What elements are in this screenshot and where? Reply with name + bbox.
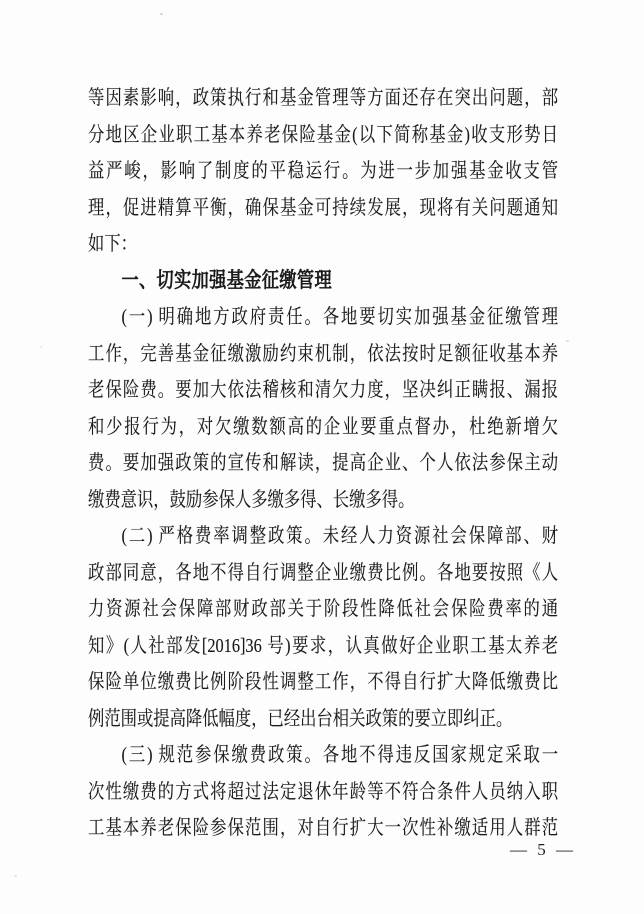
text-line: 如下： xyxy=(88,233,137,255)
text-line: 缴费意识，鼓励参保人多缴多得、长缴多得。 xyxy=(88,488,415,511)
text-line: (三) 规范参保缴费政策。各地不得违反国家规定采取一 xyxy=(121,744,559,766)
text-line: 次性缴费的方式将超过法定退休年龄等不符合条件人员纳入职 xyxy=(88,780,559,803)
text-line: 保险单位缴费比例阶段性调整工作，不得自行扩大降低缴费比 xyxy=(88,671,559,693)
text-line: 工基本养老保险参保范围，对自行扩大一次性补缴适用人群范 xyxy=(88,817,559,839)
text-line: 理，促进精算平衡，确保基金可持续发展，现将有关问题通知 xyxy=(88,196,559,219)
scan-speck xyxy=(40,346,42,348)
scan-speck xyxy=(14,875,17,877)
text-line: 益严峻，影响了制度的平稳运行。为进一步加强基金收支管 xyxy=(88,160,559,182)
text-line: 知》(人社部发[2016]36 号)要求，认真做好企业职工基太养老 xyxy=(88,634,559,657)
text-line: (一) 明确地方政府责任。各地要切实加强基金征缴管理 xyxy=(121,306,559,328)
text-line: 分地区企业职工基本养老保险基金(以下简称基金)收支形势日 xyxy=(88,123,559,146)
scan-speck xyxy=(213,502,215,504)
text-line: 工作，完善基金征缴激励约束机制，依法按时足额征收基本养 xyxy=(88,342,559,365)
text-line: 费。要加强政策的宣传和解读，提高企业、个人依法参保主动 xyxy=(88,452,559,474)
section-heading: 一、切实加强基金征缴管理 xyxy=(121,268,332,292)
text-line: 和少报行为，对欠缴数额高的企业要重点督办，杜绝新增欠 xyxy=(88,415,559,438)
scan-speck xyxy=(160,13,163,15)
text-line: 老保险费。要加大依法稽核和清欠力度，坚决纠正瞒报、漏报 xyxy=(88,379,559,401)
text-line: 等因素影响，政策执行和基金管理等方面还存在突出问题，部 xyxy=(88,87,559,109)
document-body xyxy=(88,80,558,847)
page-number: — 5 — xyxy=(510,840,576,859)
text-line: 例范围或提高降低幅度，已经出台相关政策的要立即纠正。 xyxy=(88,707,513,730)
scan-speck xyxy=(566,340,569,342)
text-line: 力资源社会保障部财政部关于阶段性降低社会保险费率的通 xyxy=(88,598,559,620)
text-line: 政部同意，各地不得自行调整企业缴费比例。各地要按照《人 xyxy=(88,561,559,584)
text-line: (二) 严格费率调整政策。未经人力资源社会保障部、财 xyxy=(121,525,559,547)
